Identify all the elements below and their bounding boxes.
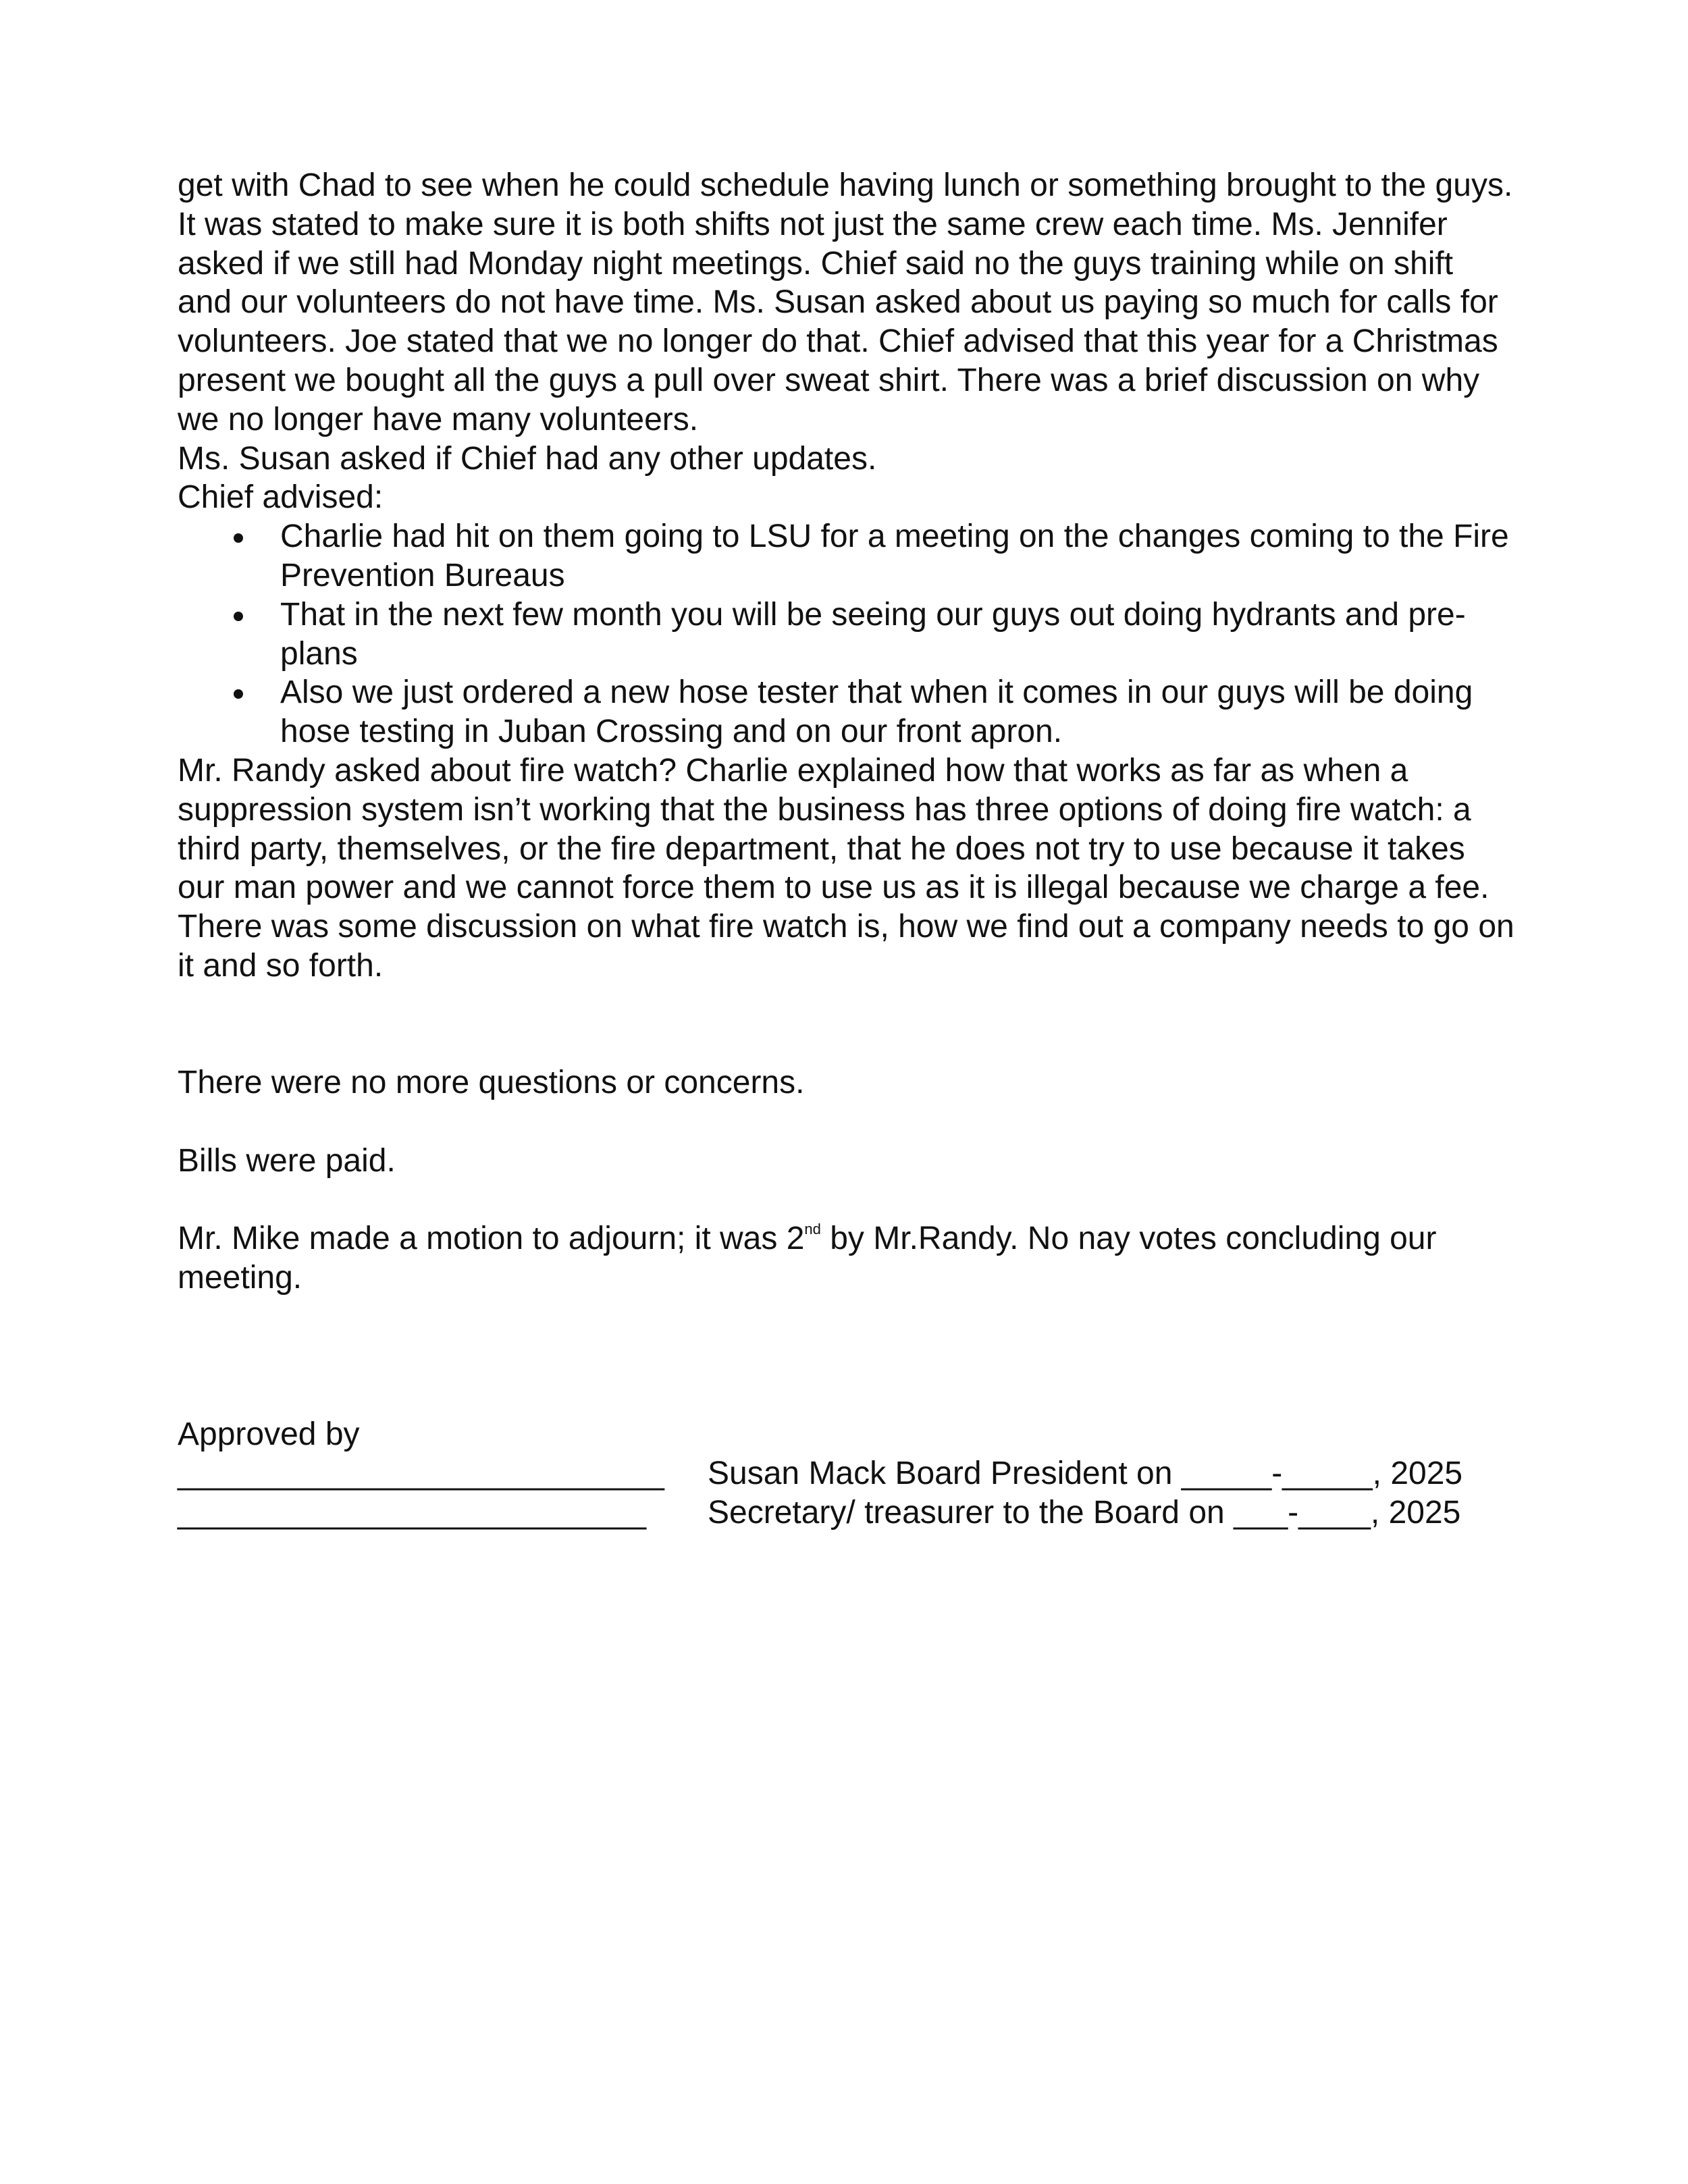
approved-by-label: Approved by: [178, 1416, 360, 1452]
signature-line: ___________________________: [178, 1455, 664, 1491]
signature-row-secretary: [178, 1493, 1514, 1533]
line-bills-paid: Bills were paid.: [178, 1142, 396, 1179]
bullet-icon: [234, 689, 243, 699]
line-updates: Ms. Susan asked if Chief had any other updates.: [178, 440, 877, 477]
paragraph-fire-watch: Mr. Randy asked about fire watch? Charlie explained how that works as far as when a suppression system isn’t working that the business has three options of doing fire watch: a third party, themselves, or the fire department, that he does not try to use because it takes our man power and we cannot force them to use us as it is illegal because we charge a fee. There was some discussion on what fire watch is, how we find out a company needs to go on it and so forth.: [178, 752, 1514, 984]
list-item: [178, 673, 1523, 751]
list-item-text: Also we just ordered a new hose tester that when it comes in our guys will be doing hose testing in Juban Crossing and on our front apron.: [280, 674, 1473, 750]
motion-ordinal: nd: [804, 1221, 821, 1238]
list-item-text: That in the next few month you will be seeing our guys out doing hydrants and pre-plans: [280, 596, 1466, 672]
bullet-icon: [234, 612, 243, 621]
signature-line: __________________________: [178, 1494, 647, 1530]
line-chief-advised: Chief advised:: [178, 479, 384, 516]
line-no-questions: There were no more questions or concerns.: [178, 1064, 805, 1100]
paragraph-intro: get with Chad to see when he could schedule having lunch or something brought to the guys. It was stated to make sure it is both shifts not just the same crew each time. Ms. Jennifer asked if we still had Monday night meetings. Chief said no the guys training while on shift and our volunteers do not have time. Ms. Susan asked about us paying so much for calls for volunteers. Joe stated that we no longer do that. Chief advised that this year for a Christmas present we bought all the guys a pull over sweat shirt. There was a brief discussion on why we no longer have many volunteers.: [178, 167, 1513, 437]
motion-text-after: by Mr.Randy. No nay votes concluding our meeting.: [178, 1221, 1437, 1296]
signature-row-president: [178, 1454, 1514, 1493]
document-page: [178, 166, 1514, 1533]
motion-text-before: Mr. Mike made a motion to adjourn; it was 2: [178, 1221, 805, 1257]
list-item-text: Charlie had hit on them going to LSU for a meeting on the changes coming to the Fire Prevention Bureaus: [280, 518, 1509, 593]
motion-paragraph: [178, 1219, 1514, 1298]
list-item: [178, 517, 1523, 595]
list-item: [178, 595, 1523, 674]
updates-list: [178, 517, 1514, 751]
bullet-icon: [234, 533, 243, 543]
signature-label: Susan Mack Board President on _____-_____, 2025: [708, 1455, 1463, 1491]
signature-label: Secretary/ treasurer to the Board on ___-____, 2025: [708, 1494, 1461, 1530]
